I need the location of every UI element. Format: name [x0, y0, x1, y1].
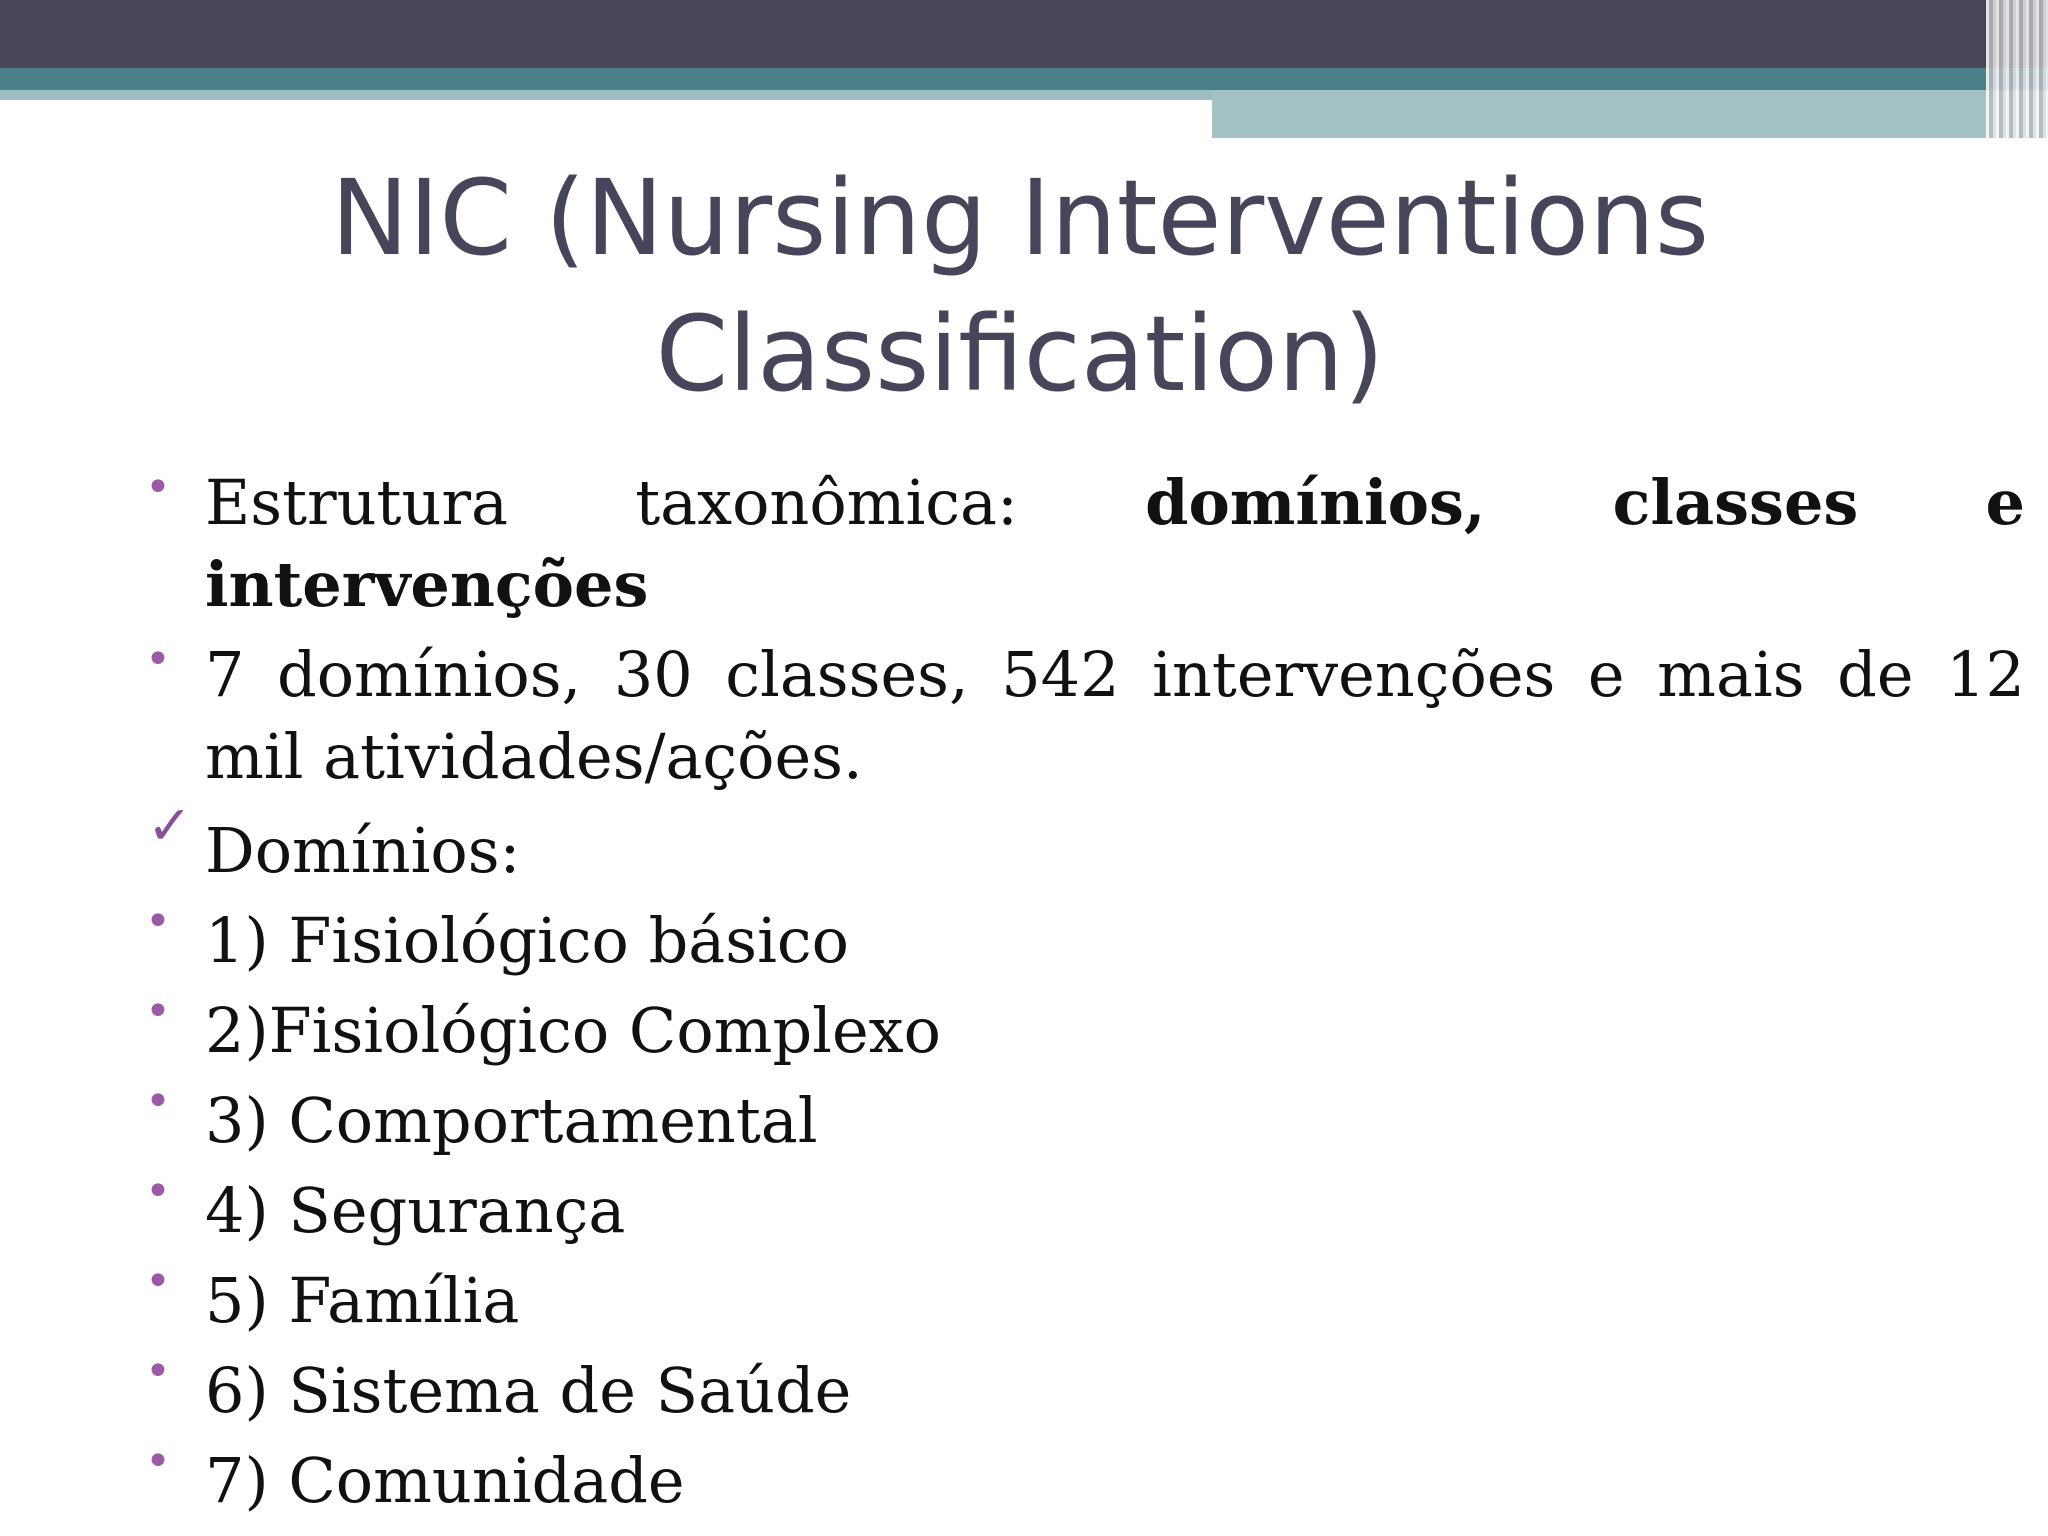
dominio-item: 4) Segurança: [205, 1174, 626, 1247]
bullet-dot-icon: •: [145, 896, 171, 947]
dominios-header: Domínios:: [205, 814, 521, 887]
structure-bold-classes: classes: [1612, 466, 1859, 539]
dominio-item: 7) Comunidade: [205, 1444, 685, 1517]
list-item: [145, 1256, 2025, 1346]
bullet-dot-icon: •: [145, 634, 171, 685]
checkmark-icon: ✓: [147, 794, 193, 857]
list-item: [145, 1166, 2025, 1256]
bullet-dot-icon: •: [145, 1076, 171, 1127]
bullet-structure-text: [205, 462, 2025, 626]
dominio-item: 5) Família: [205, 1264, 520, 1337]
list-item: [145, 1346, 2025, 1436]
header-stripes-decoration: [1986, 0, 2048, 138]
bullet-dot-icon: •: [145, 1166, 171, 1217]
dominio-item: 6) Sistema de Saúde: [205, 1354, 852, 1427]
slide-title: NIC (Nursing Interventions Classification): [330, 157, 1710, 415]
dominio-item: 3) Comportamental: [205, 1084, 818, 1157]
structure-bold-domains: domínios,: [1145, 466, 1486, 539]
structure-bold-interventions: intervenções: [205, 548, 649, 621]
list-item: [145, 896, 2025, 986]
list-item: [145, 1436, 2025, 1526]
slide-body-list: [145, 462, 2025, 1526]
list-item: [145, 462, 2025, 626]
header-bar-light-right: [1212, 90, 2048, 138]
list-item: [145, 986, 2025, 1076]
header-bar-dark: [0, 0, 2048, 68]
bullet-counts-text: 7 domínios, 30 classes, 542 intervenções e mais de 12 mil atividades/ações.: [205, 638, 2025, 793]
bullet-dot-icon: •: [145, 462, 171, 513]
list-item: [145, 794, 2025, 896]
bullet-dot-icon: •: [145, 986, 171, 1037]
bullet-dot-icon: •: [145, 1256, 171, 1307]
dominio-item: 2)Fisiológico Complexo: [205, 994, 941, 1067]
header-bar-teal: [0, 68, 2048, 90]
bullet-dot-icon: •: [145, 1436, 171, 1487]
structure-label: Estrutura taxonômica:: [205, 466, 1018, 539]
bullet-dot-icon: •: [145, 1346, 171, 1397]
list-item: [145, 1076, 2025, 1166]
list-item: [145, 634, 2025, 798]
structure-bold-and: e: [1985, 466, 2025, 539]
header-bar-light-left: [0, 90, 1212, 100]
dominio-item: 1) Fisiológico básico: [205, 904, 849, 977]
